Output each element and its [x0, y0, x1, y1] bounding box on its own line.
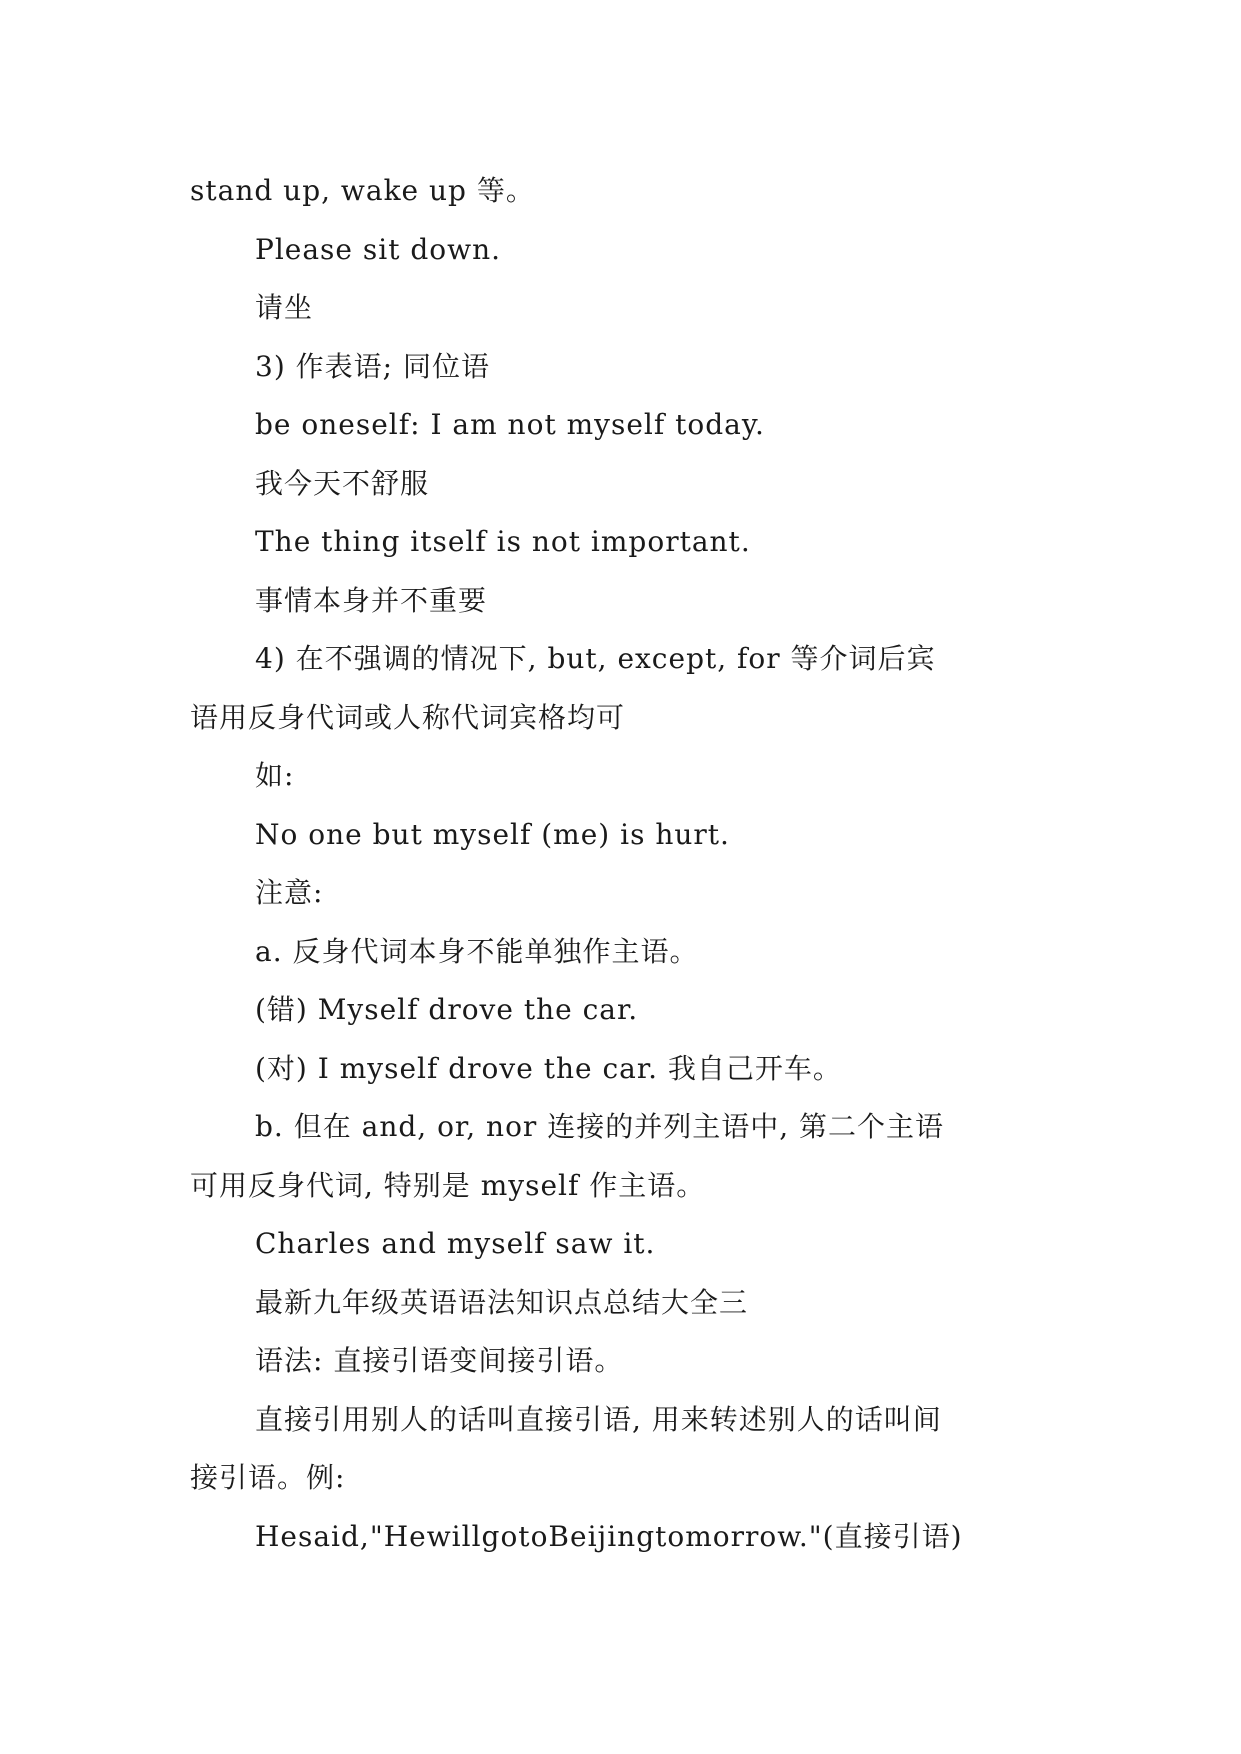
text-line: 语法: 直接引语变间接引语。	[255, 1344, 624, 1377]
text-line: No one but myself (me) is hurt.	[255, 817, 730, 851]
text-line: (对) I myself drove the car. 我自己开车。	[255, 1051, 842, 1085]
section-heading: 3) 作表语; 同位语	[255, 349, 490, 383]
text-line: The thing itself is not important.	[255, 525, 751, 558]
text-line: (错) Myself drove the car.	[255, 993, 639, 1026]
text-line: b. 但在 and, or, nor 连接的并列主语中, 第二个主语	[255, 1110, 945, 1143]
section-title: 最新九年级英语语法知识点总结大全三	[255, 1285, 749, 1319]
text-line: be oneself: I am not myself today.	[255, 408, 765, 441]
text-line: 如:	[255, 759, 295, 792]
text-line: a. 反身代词本身不能单独作主语。	[255, 934, 699, 968]
text-line: 我今天不舒服	[255, 466, 430, 500]
text-line: 可用反身代词, 特别是 myself 作主语。	[190, 1168, 706, 1202]
document-body	[190, 162, 1056, 1566]
text-line: 接引语。例:	[190, 1461, 346, 1494]
text-line: Charles and myself saw it.	[255, 1227, 656, 1260]
text-line: 请坐	[255, 291, 314, 324]
text-line: 事情本身并不重要	[255, 583, 488, 617]
note-label: 注意:	[255, 876, 324, 909]
text-line: 语用反身代词或人称代词宾格均可	[190, 700, 626, 734]
text-line: Please sit down.	[255, 232, 502, 266]
text-line: 直接引用别人的话叫直接引语, 用来转述别人的话叫间	[255, 1402, 942, 1436]
section-heading: 4) 在不强调的情况下, but, except, for 等介词后宾	[255, 642, 936, 675]
text-line: Hesaid,"HewillgotoBeijingtomorrow."(直接引语)	[255, 1519, 963, 1553]
text-line: stand up, wake up 等。	[190, 174, 535, 207]
